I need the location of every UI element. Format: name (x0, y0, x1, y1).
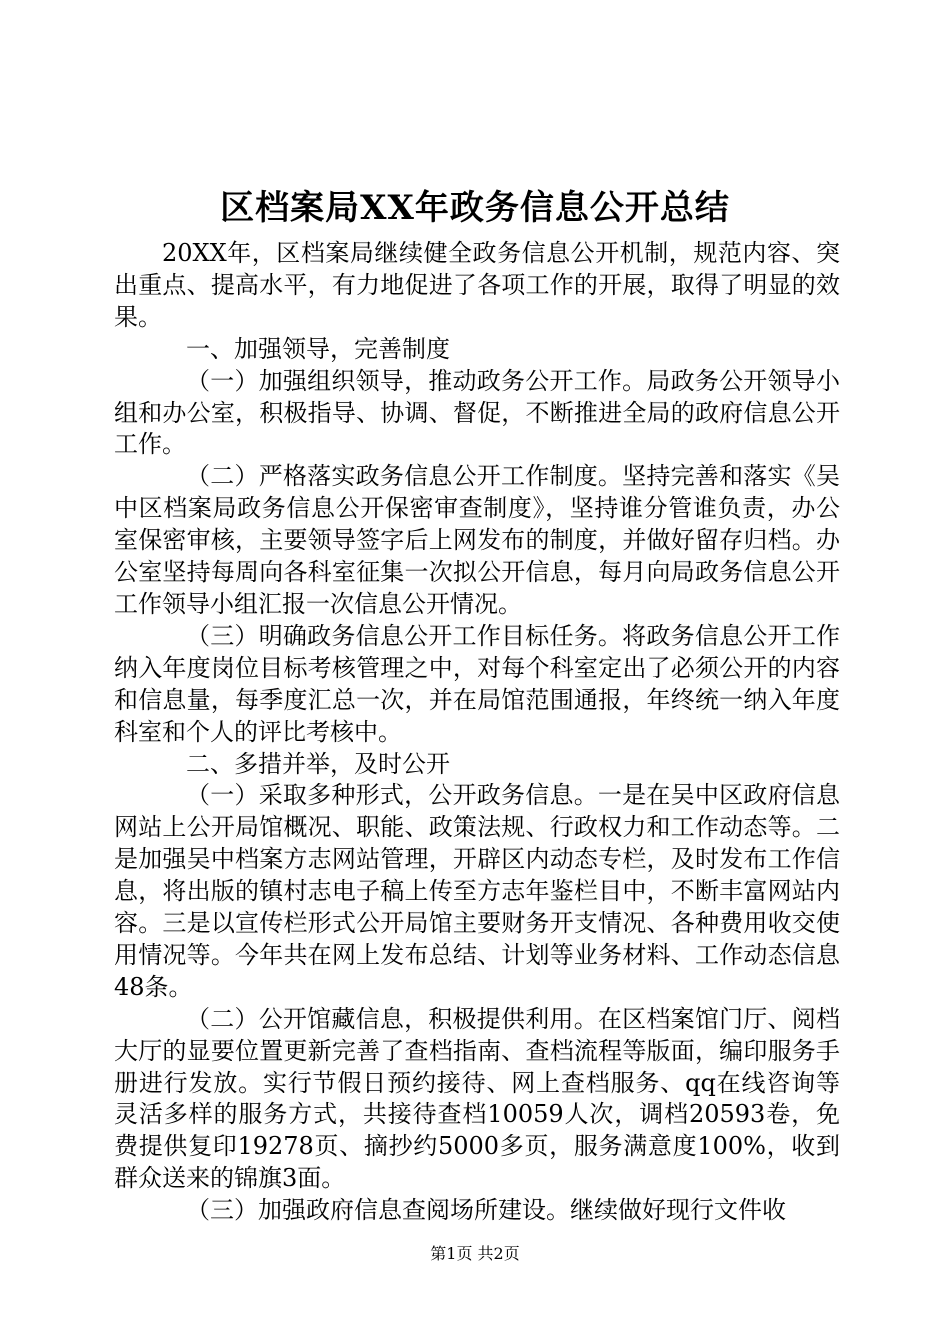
paragraph-1-2: （二）严格落实政务信息公开工作制度。坚持完善和落实《吴中区档案局政务信息公开保密审查制度》，坚持谁分管谁负责，办公室保密审核，主要领导签字后上网发布的制度，并做好留存归档。办公室坚持每周向各科室征集一次拟公开信息，每月向局政务信息公开工作领导小组汇报一次信息公开情况。 (114, 462, 840, 618)
paragraph-2-1: （一）采取多种形式，公开政务信息。一是在吴中区政府信息网站上公开局馆概况、职能、政策法规、行政权力和工作动态等。二是加强吴中档案方志网站管理，开辟区内动态专栏，及时发布工作信息，将出版的镇村志电子稿上传至方志年鉴栏目中，不断丰富网站内容。三是以宣传栏形式公开局馆主要财务开支情况、各种费用收交使用情况等。今年共在网上发布总结、计划等业务材料、工作动态信息48条。 (114, 781, 840, 1001)
section-heading-2: 二、多措并举，及时公开 (186, 749, 450, 778)
paragraph-intro: 20XX年，区档案局继续健全政务信息公开机制，规范内容、突出重点、提高水平，有力地促进了各项工作的开展，取得了明显的效果。 (114, 239, 840, 331)
page-footer: 第1页 共2页 (430, 1244, 520, 1263)
paragraph-1-1: （一）加强组织领导，推动政务公开工作。局政务公开领导小组和办公室，积极指导、协调、督促，不断推进全局的政府信息公开工作。 (114, 366, 840, 459)
document-title: 区档案局XX年政务信息公开总结 (220, 188, 730, 228)
document-body (114, 238, 840, 1227)
section-heading-1: 一、加强领导，完善制度 (186, 334, 450, 363)
paragraph-2-2: （二）公开馆藏信息，积极提供利用。在区档案馆门厅、阅档大厅的显要位置更新完善了查档指南、查档流程等版面，编印服务手册进行发放。实行节假日预约接待、网上查档服务、qq在线咨询等灵活多样的服务方式，共接待查档10059人次，调档20593卷，免费提供复印19278页、摘抄约5000多页，服务满意度100%，收到群众送来的锦旗3面。 (114, 1004, 840, 1193)
paragraph-1-3: （三）明确政务信息公开工作目标任务。将政务信息公开工作纳入年度岗位目标考核管理之中，对每个科室定出了必须公开的内容和信息量，每季度汇总一次，并在局馆范围通报，年终统一纳入年度科室和个人的评比考核中。 (114, 621, 840, 746)
paragraph-2-3: （三）加强政府信息查阅场所建设。继续做好现行文件收 (186, 1196, 786, 1225)
